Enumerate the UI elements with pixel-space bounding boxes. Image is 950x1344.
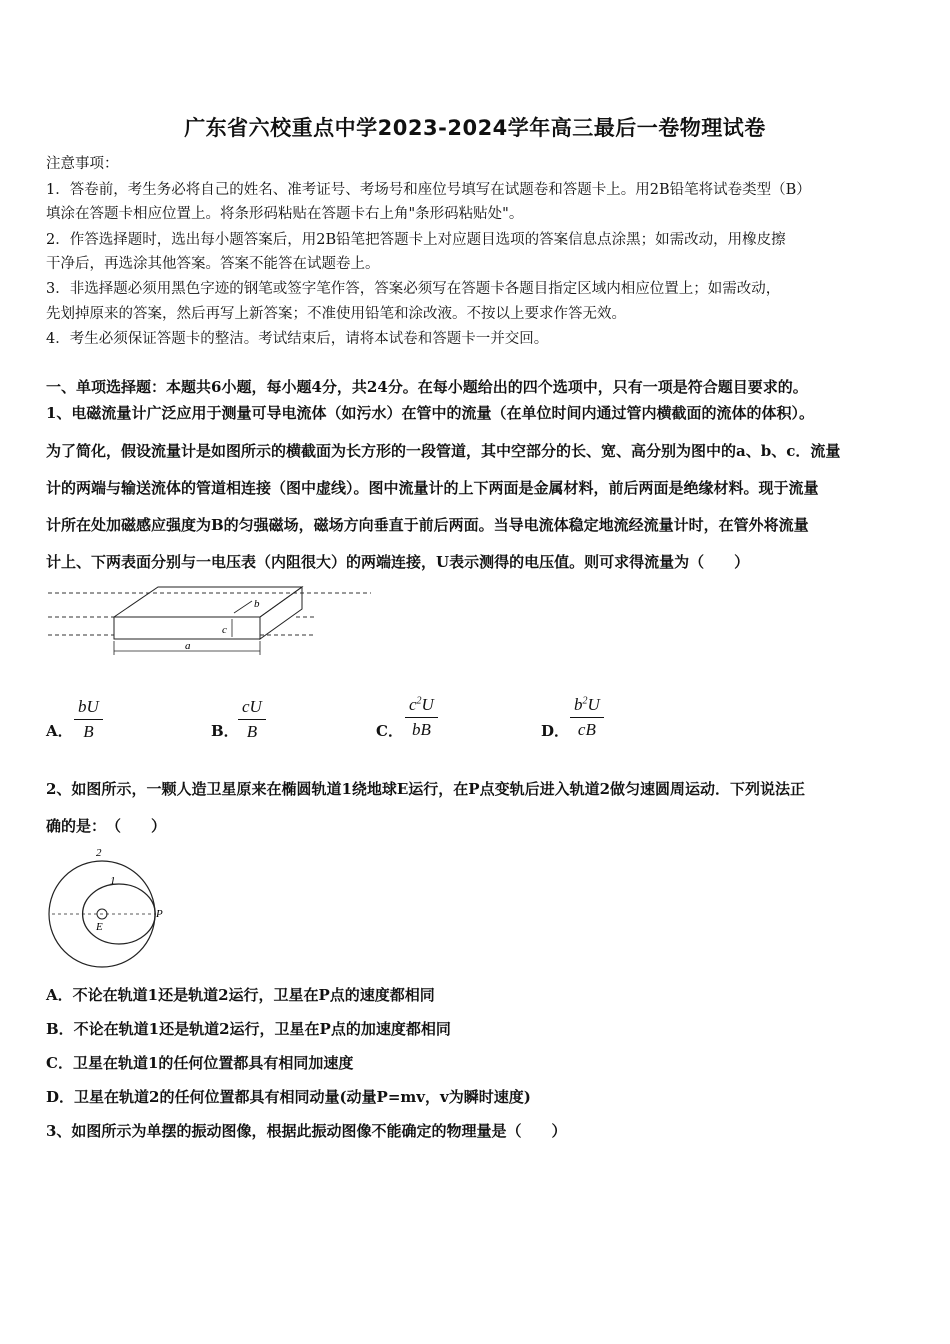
q3-line: 3、如图所示为单摆的振动图像，根据此振动图像不能确定的物理量是（ ） [46, 1122, 567, 1140]
q1-option-c-fraction: $\frac{c^2U}{bB}$ [405, 695, 438, 740]
figure-label-a: a [185, 640, 191, 652]
q2-line: 确的是： （ ） [46, 817, 167, 835]
q1-option-a-letter[interactable]: A． [46, 722, 73, 740]
orbit-label-2: 2 [96, 847, 102, 859]
q2-option-c[interactable]: C．卫星在轨道1的任何位置都具有相同加速度 [46, 1054, 354, 1072]
q1-line: 为了简化，假设流量计是如图所示的横截面为长方形的一段管道，其中空部分的长、宽、高分别为图中的a、b、c．流量 [46, 442, 841, 460]
q1-option-b-fraction: $\frac{cU}{B}$ [238, 697, 266, 742]
section-heading: 一、单项选择题：本题共6小题，每小题4分，共24分。在每小题给出的四个选项中，只有一项是符合题目要求的。 [46, 378, 808, 396]
notice-heading: 注意事项： [46, 156, 119, 172]
notice-line: 填涂在答题卡相应位置上。将条形码粘贴在答题卡右上角"条形码粘贴处"。 [46, 206, 524, 222]
q1-option-a-fraction: $\frac{bU}{B}$ [74, 697, 103, 742]
q1-option-c-letter[interactable]: C． [376, 722, 403, 740]
notice-line: 干净后，再选涂其他答案。答案不能答在试题卷上。 [46, 256, 380, 272]
q2-line: 2、如图所示，一颗人造卫星原来在椭圆轨道1绕地球E运行，在P点变轨后进入轨道2做匀速圆周运动．下列说法正 [46, 780, 806, 798]
notice-line: 1．答卷前，考生务必将自己的姓名、准考证号、考场号和座位号填写在试题卷和答题卡上。用2B铅笔将试卷类型（B） [46, 182, 811, 198]
q1-option-d-letter[interactable]: D． [541, 722, 570, 740]
orbit-label-1: 1 [110, 875, 116, 887]
q2-option-d[interactable]: D．卫星在轨道2的任何位置都具有相同动量(动量P=mv，v为瞬时速度) [46, 1088, 531, 1106]
figure-label-c: c [222, 624, 227, 636]
q1-line: 计上、下两表面分别与一电压表（内阻很大）的两端连接，U表示测得的电压值。则可求得流量为（ ） [46, 553, 750, 571]
q2-orbit-figure [44, 844, 174, 974]
earth-label: E [96, 921, 103, 933]
notice-line: 4．考生必须保证答题卡的整洁。考试结束后，请将本试卷和答题卡一并交回。 [46, 331, 549, 347]
point-p-label: P [156, 908, 163, 920]
q1-option-b-letter[interactable]: B． [211, 722, 239, 740]
q1-line: 计的两端与输送流体的管道相连接（图中虚线）。图中流量计的上下两面是金属材料，前后两面是绝缘材料。现于流量 [46, 479, 819, 497]
q1-line: 1、电磁流量计广泛应用于测量可导电流体（如污水）在管中的流量（在单位时间内通过管内横截面的流体的体积）。 [46, 404, 814, 422]
q2-option-b[interactable]: B．不论在轨道1还是轨道2运行，卫星在P点的加速度都相同 [46, 1020, 451, 1038]
q1-flowmeter-figure [46, 583, 376, 663]
page-title: 广东省六校重点中学2023-2024学年高三最后一卷物理试卷 [184, 116, 766, 140]
notice-line: 2．作答选择题时，选出每小题答案后，用2B铅笔把答题卡上对应题目选项的答案信息点涂黑；如需改动，用橡皮擦 [46, 232, 786, 248]
q1-line: 计所在处加磁感应强度为B的匀强磁场，磁场方向垂直于前后两面。当导电流体稳定地流经流量计时，在管外将流量 [46, 516, 809, 534]
q1-option-d-fraction: $\frac{b^2U}{cB}$ [570, 695, 604, 740]
notice-line: 3．非选择题必须用黑色字迹的钢笔或签字笔作答，答案必须写在答题卡各题目指定区域内相应位置上；如需改动， [46, 281, 781, 297]
notice-line: 先划掉原来的答案，然后再写上新答案；不准使用铅笔和涂改液。不按以上要求作答无效。 [46, 306, 626, 322]
figure-label-b: b [254, 598, 260, 610]
q2-option-a[interactable]: A．不论在轨道1还是轨道2运行，卫星在P点的速度都相同 [46, 986, 435, 1004]
